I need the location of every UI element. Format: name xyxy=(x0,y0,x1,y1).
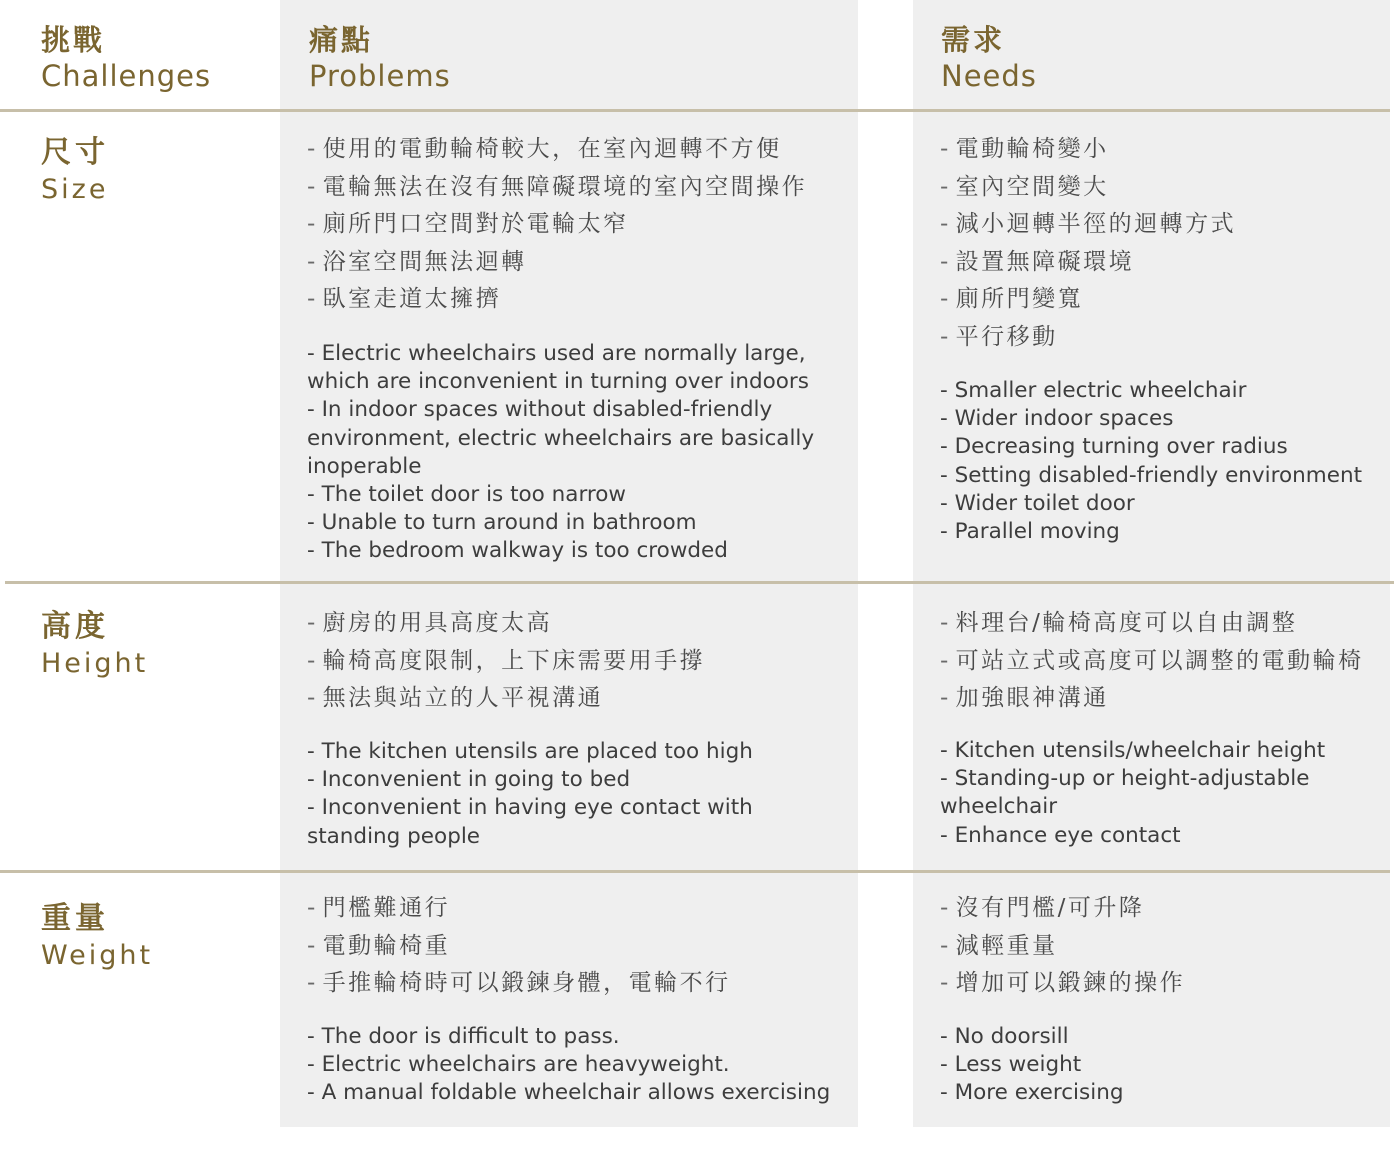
header-problems-en: Problems xyxy=(309,59,451,93)
list-item: - 使用的電動輪椅較大，在室內迴轉不方便 xyxy=(307,131,807,169)
row-label-height xyxy=(41,608,148,682)
row-label-size xyxy=(41,134,109,208)
height-problems-zh-list xyxy=(307,605,705,718)
list-item: - 平行移動 xyxy=(940,319,1236,357)
list-item: - Electric wheelchairs used are normally large, which are inconvenient in turning over indoors xyxy=(307,341,809,395)
weight-problems-zh-list xyxy=(307,890,731,1003)
list-item: - More exercising xyxy=(940,1080,1124,1106)
list-item: - Enhance eye contact xyxy=(940,822,1181,848)
list-item: - Electric wheelchairs are heavyweight. xyxy=(307,1052,730,1078)
row-label-height-zh: 高度 xyxy=(41,609,109,644)
header-needs-en: Needs xyxy=(941,59,1037,93)
size-needs-zh-list xyxy=(940,131,1236,357)
header-needs-zh: 需求 xyxy=(941,23,1006,57)
list-item: - 電輪無法在沒有無障礙環境的室內空間操作 xyxy=(307,169,807,207)
row-label-size-en: Size xyxy=(41,174,109,205)
size-problems-en-list xyxy=(307,340,837,566)
list-item: - 沒有門檻/可升降 xyxy=(940,890,1185,928)
list-item: - 電動輪椅重 xyxy=(307,928,731,966)
header-problems-zh: 痛點 xyxy=(309,23,374,57)
weight-problems-en-list xyxy=(307,1023,852,1108)
row-label-weight-en: Weight xyxy=(41,940,154,971)
list-item: - A manual foldable wheelchair allows exercising xyxy=(307,1080,831,1106)
row-label-height-en: Height xyxy=(41,648,149,679)
list-item: - 無法與站立的人平視溝通 xyxy=(307,680,705,718)
size-needs-en-list xyxy=(940,377,1385,546)
list-item: - The door is difficult to pass. xyxy=(307,1024,620,1049)
list-item: - Inconvenient in having eye contact with standing people xyxy=(307,795,753,849)
list-item: - Smaller electric wheelchair xyxy=(940,378,1247,403)
header-challenges xyxy=(41,22,211,94)
row-label-weight xyxy=(41,900,153,974)
list-item: - 料理台/輪椅高度可以自由調整 xyxy=(940,605,1364,643)
header-challenges-en: Challenges xyxy=(41,59,212,93)
header-needs xyxy=(941,22,1037,94)
list-item: - 加強眼神溝通 xyxy=(940,680,1364,718)
list-item: - Setting disabled-friendly environment xyxy=(940,462,1363,488)
list-item: - The toilet door is too narrow xyxy=(307,482,627,508)
list-item: - Unable to turn around in bathroom xyxy=(307,510,697,536)
list-item: - The kitchen utensils are placed too high xyxy=(307,739,753,764)
list-item: - 減輕重量 xyxy=(940,928,1185,966)
list-item: - Wider indoor spaces xyxy=(940,406,1174,432)
height-needs-zh-list xyxy=(940,605,1364,718)
height-problems-en-list xyxy=(307,738,837,851)
list-item: - 廁所門變寬 xyxy=(940,281,1236,319)
list-item: - Parallel moving xyxy=(940,519,1120,545)
list-item: - Wider toilet door xyxy=(940,490,1135,516)
list-item: - Kitchen utensils/wheelchair height xyxy=(940,738,1326,763)
list-item: - 設置無障礙環境 xyxy=(940,244,1236,282)
list-item: - 減小迴轉半徑的迴轉方式 xyxy=(940,206,1236,244)
list-item: - 廚房的用具高度太高 xyxy=(307,605,705,643)
list-item: - 手推輪椅時可以鍛鍊身體，電輪不行 xyxy=(307,965,731,1003)
row-divider-size-height xyxy=(5,581,1394,584)
list-item: - 門檻難通行 xyxy=(307,890,731,928)
list-item: - 臥室走道太擁擠 xyxy=(307,281,807,319)
list-item: - The bedroom walkway is too crowded xyxy=(307,538,728,564)
list-item: - In indoor spaces without disabled-friendly environment, electric wheelchairs are basically inoperable xyxy=(307,397,815,479)
list-item: - Decreasing turning over radius xyxy=(940,434,1288,460)
list-item: - 浴室空間無法迴轉 xyxy=(307,244,807,282)
list-item: - Less weight xyxy=(940,1052,1082,1078)
list-item: - 輪椅高度限制，上下床需要用手撐 xyxy=(307,643,705,681)
list-item: - 增加可以鍛鍊的操作 xyxy=(940,965,1185,1003)
header-divider xyxy=(0,109,1390,112)
row-divider-height-weight xyxy=(0,870,1390,873)
row-label-size-zh: 尺寸 xyxy=(41,135,109,170)
header-challenges-zh: 挑戰 xyxy=(41,23,106,57)
header-problems xyxy=(309,22,451,94)
list-item: - No doorsill xyxy=(940,1024,1069,1049)
size-problems-zh-list xyxy=(307,131,807,319)
weight-needs-en-list xyxy=(940,1023,1385,1108)
list-item: - 可站立式或高度可以調整的電動輪椅 xyxy=(940,643,1364,681)
row-label-weight-zh: 重量 xyxy=(41,901,109,936)
height-needs-en-list xyxy=(940,737,1385,850)
list-item: - 電動輪椅變小 xyxy=(940,131,1236,169)
list-item: - Inconvenient in going to bed xyxy=(307,767,631,793)
list-item: - 廁所門口空間對於電輪太窄 xyxy=(307,206,807,244)
weight-needs-zh-list xyxy=(940,890,1185,1003)
list-item: - Standing-up or height-adjustable wheelchair xyxy=(940,766,1310,820)
list-item: - 室內空間變大 xyxy=(940,169,1236,207)
